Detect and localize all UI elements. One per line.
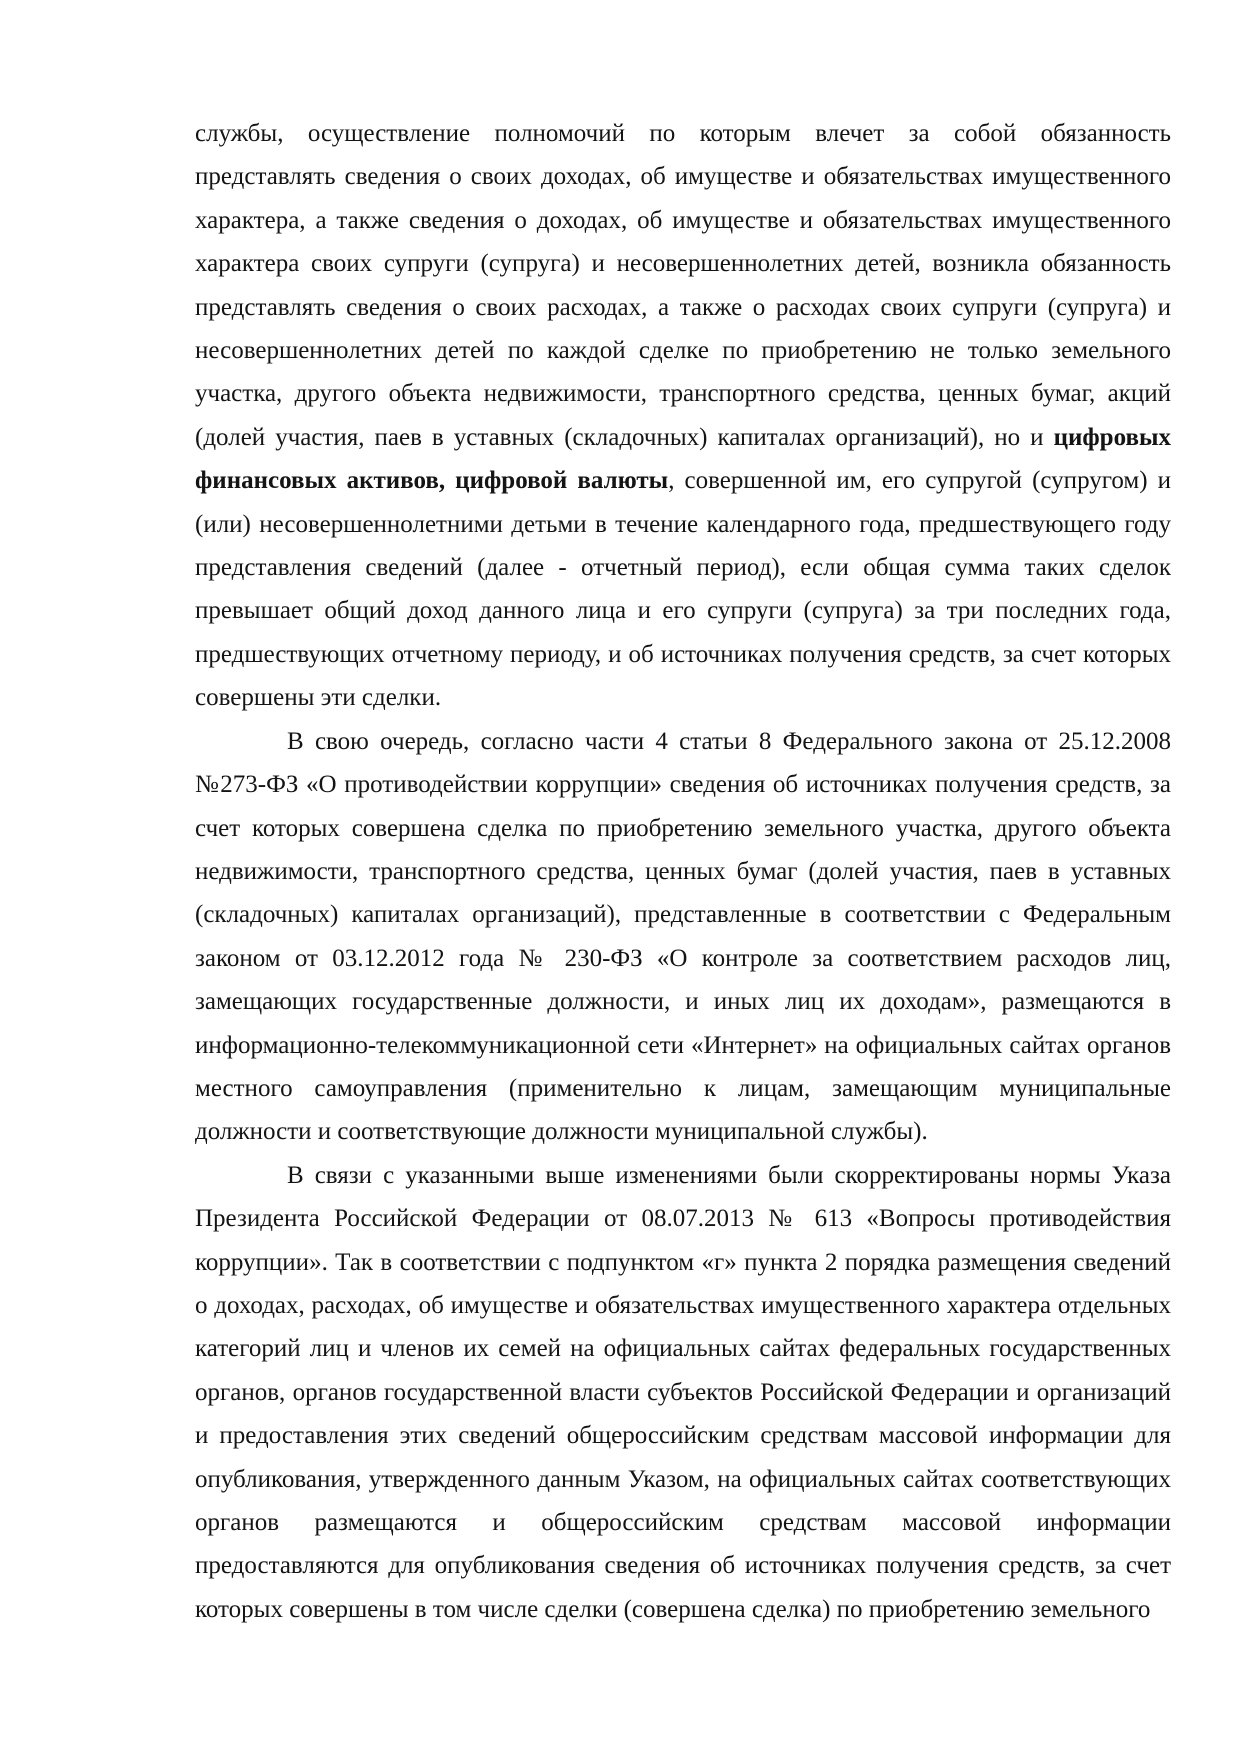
document-body [195,112,1171,1631]
paragraph-1-text-a: службы, осуществление полномочий по которым влечет за собой обязанность представлять сведения о своих доходах, об имуществе и обязательствах имущественного характера, а также сведения о доходах, об имуществе и обязательствах имущественного характера своих супруги (супруга) и несовершеннолетних детей, возникла обязанность представлять сведения о своих расходах, а также о расходах своих супруги (супруга) и несовершеннолетних детей по каждой сделке по приобретению не только земельного участка, другого объекта недвижимости, транспортного средства, ценных бумаг, акций (долей участия, паев в уставных (складочных) капиталах организаций), но и [195,120,1171,451]
paragraph-1-bold-text: цифровых финансовых активов, цифровой валюты [195,423,1171,495]
paragraph-1 [195,112,1171,720]
paragraph-3 [195,1154,1171,1631]
paragraph-1-text-b: , совершенной им, его супругой (супругом) и (или) несовершеннолетними детьми в течение календарного года, предшествующего году представления сведений (далее - отчетный период), если общая сумма таких сделок превышает общий доход данного лица и его супруги (супруга) за три последних года, предшествующих отчетному периоду, и об источниках получения средств, за счет которых совершены эти сделки. [195,467,1171,712]
paragraph-2-text: В свою очередь, согласно части 4 статьи 8 Федерального закона от 25.12.2008 №273-ФЗ «О противодействии коррупции» сведения об источниках получения средств, за счет которых совершена сделка по приобретению земельного участка, другого объекта недвижимости, транспортного средства, ценных бумаг (долей участия, паев в уставных (складочных) капиталах организаций), представленные в соответствии с Федеральным законом от 03.12.2012 года № 230-ФЗ «О контроле за соответствием расходов лиц, замещающих государственные должности, и иных лиц их доходам», размещаются в информационно-телекоммуникационной сети «Интернет» на официальных сайтах органов местного самоуправления (применительно к лицам, замещающим муниципальные должности и соответствующие должности муниципальной службы). [195,727,1171,1146]
paragraph-3-text: В связи с указанными выше изменениями были скорректированы нормы Указа Президента Российской Федерации от 08.07.2013 № 613 «Вопросы противодействия коррупции». Так в соответствии с подпунктом «г» пункта 2 порядка размещения сведений о доходах, расходах, об имуществе и обязательствах имущественного характера отдельных категорий лиц и членов их семей на официальных сайтах федеральных государственных органов, органов государственной власти субъектов Российской Федерации и организаций и предоставления этих сведений общероссийским средствам массовой информации для опубликования, утвержденного данным Указом, на официальных сайтах соответствующих органов размещаются и общероссийским средствам массовой информации предоставляются для опубликования сведения об источниках получения средств, за счет которых совершены в том числе сделки (совершена сделка) по приобретению земельного [195,1161,1171,1623]
paragraph-2 [195,720,1171,1154]
